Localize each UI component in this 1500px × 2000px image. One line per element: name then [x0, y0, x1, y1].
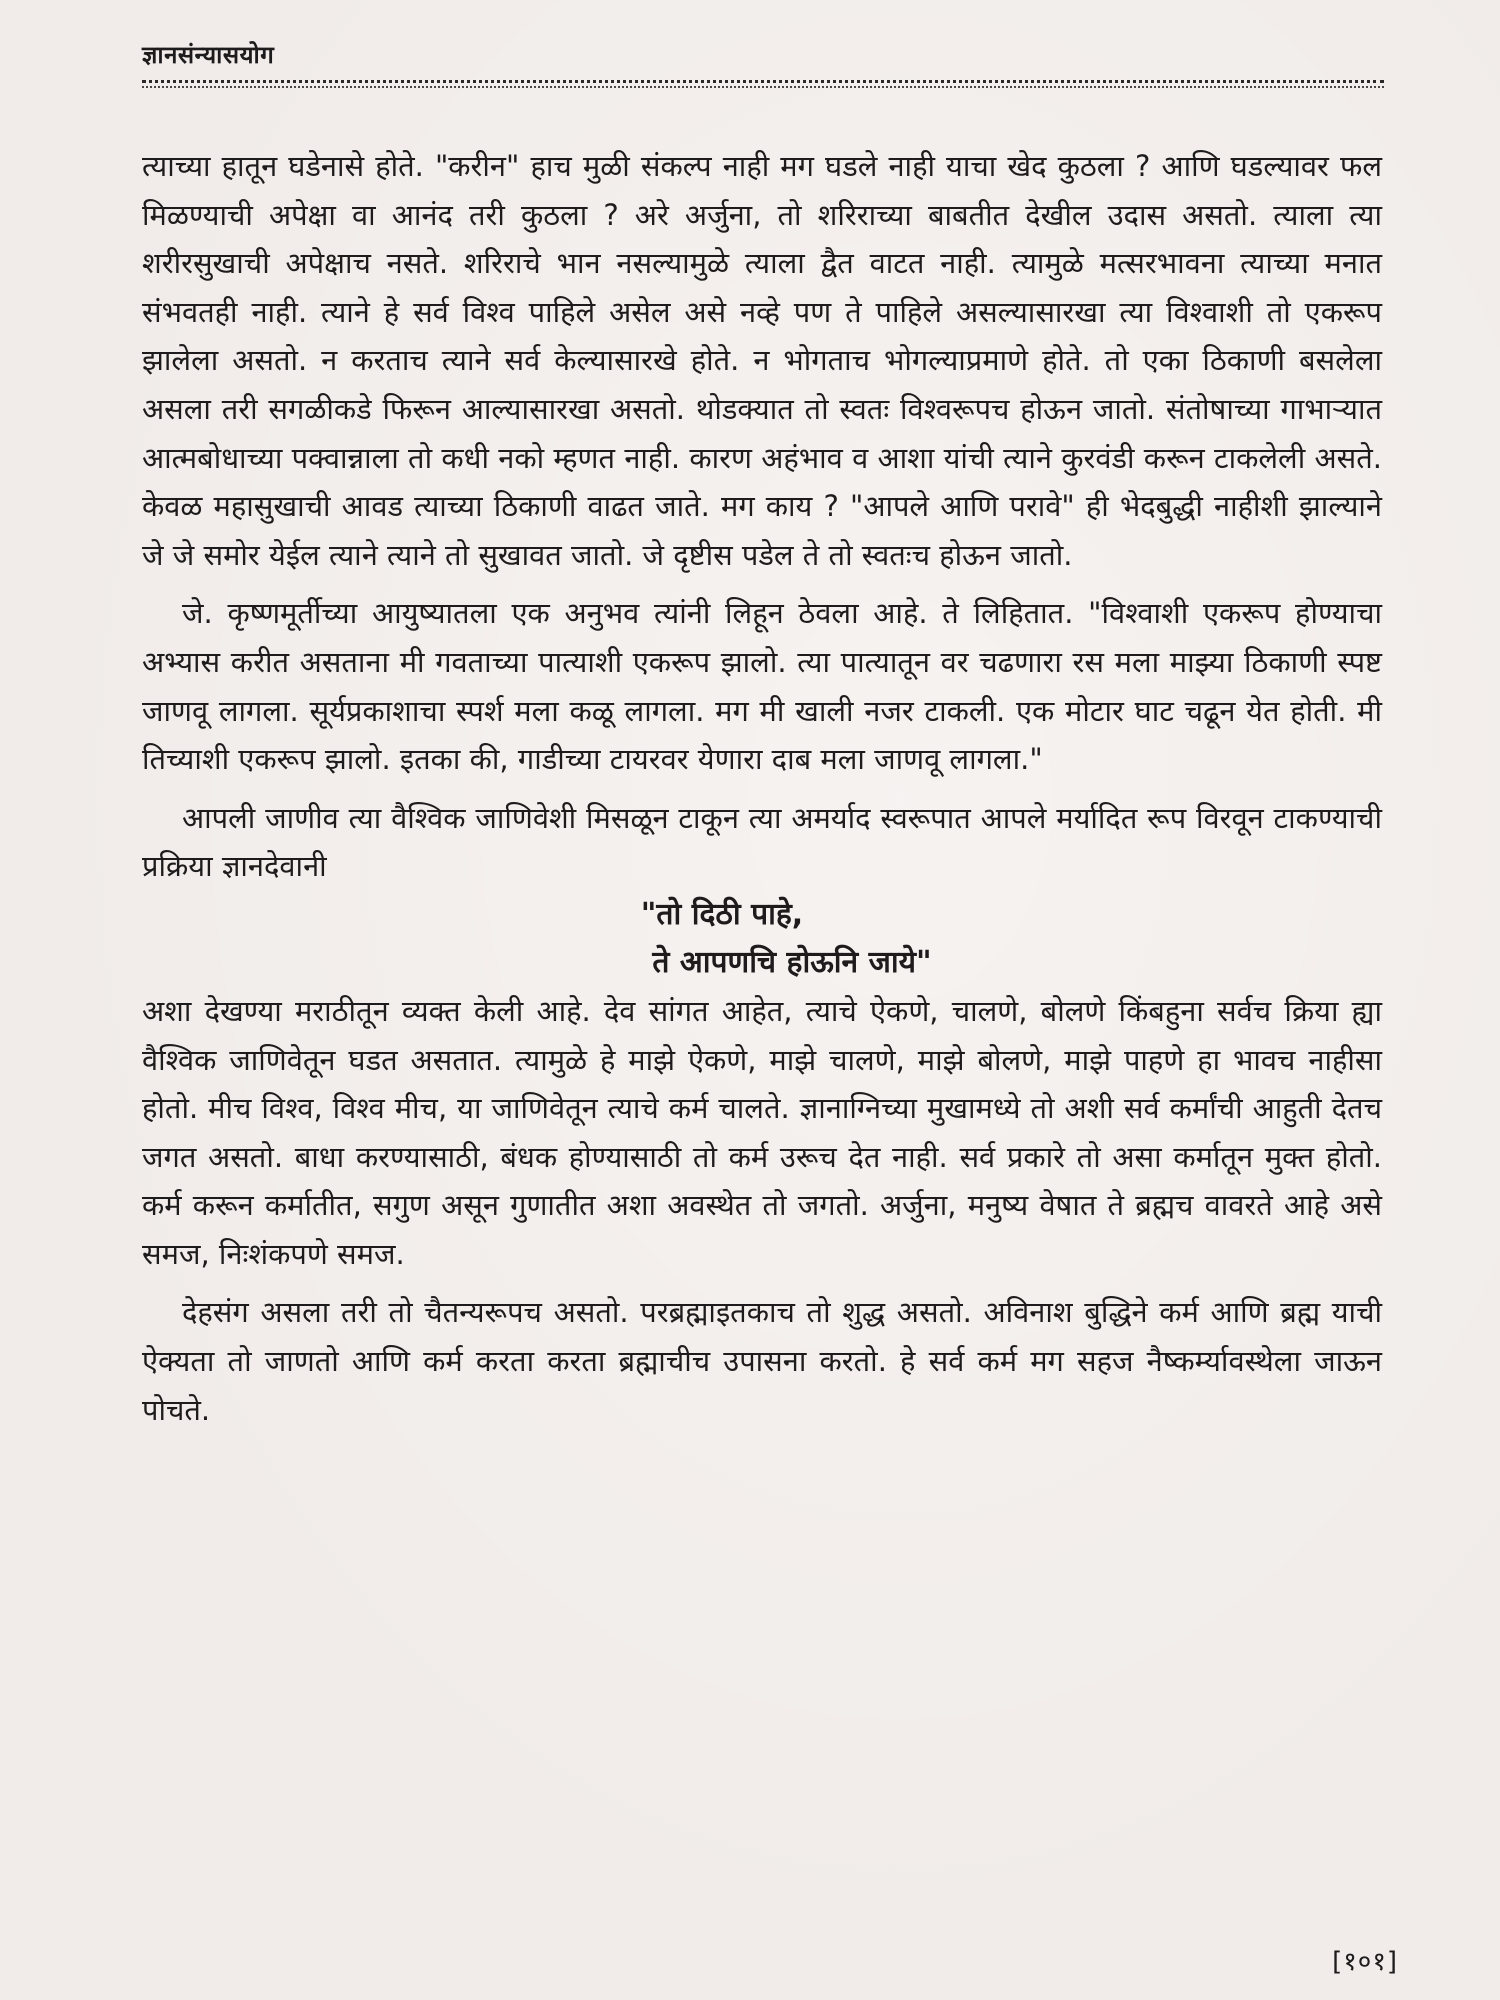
- header-divider: [142, 80, 1384, 83]
- running-head: ज्ञानसंन्यासयोग: [142, 41, 275, 69]
- paragraph-3: आपली जाणीव त्या वैश्विक जाणिवेशी मिसळून टाकून त्या अमर्याद स्वरूपात आपले मर्यादित रूप विरवून टाकण्याची प्रक्रिया ज्ञानदेवानी: [142, 800, 1382, 884]
- verse-line-2: ते आपणचि होऊनि जाये": [652, 944, 932, 980]
- paragraph-2: जे. कृष्णमूर्तीच्या आयुष्यातला एक अनुभव त्यांनी लिहून ठेवला आहे. ते लिहितात. "विश्वाशी एकरूप होण्याचा अभ्यास करीत असताना मी गवताच्या पात्याशी एकरूप झालो. त्या पात्यातून वर चढणारा रस मला माझ्या ठिकाणी स्पष्ट जाणवू लागला. सूर्यप्रकाशाचा स्पर्श मला कळू लागला. मग मी खाली नजर टाकली. एक मोटार घाट चढून येत होती. मी तिच्याशी एकरूप झालो. इतका की, गाडीच्या टायरवर येणारा दाब मला जाणवू लागला.": [142, 596, 1382, 777]
- paragraph-4: अशा देखण्या मराठीतून व्यक्त केली आहे. देव सांगत आहेत, त्याचे ऐकणे, चालणे, बोलणे किंबहुना सर्वच क्रिया ह्या वैश्विक जाणिवेतून घडत असतात. त्यामुळे हे माझे ऐकणे, माझे चालणे, माझे बोलणे, माझे पाहणे हा भावच नाहीसा होतो. मीच विश्व, विश्व मीच, या जाणिवेतून त्याचे कर्म चालते. ज्ञानाग्निच्या मुखामध्ये तो अशी सर्व कर्मांची आहुती देतच जगत असतो. बाधा करण्यासाठी, बंधक होण्यासाठी तो कर्म उरूच देत नाही. सर्व प्रकारे तो असा कर्मातून मुक्त होतो. कर्म करून कर्मातीत, सगुण असून गुणातीत अशा अवस्थेत तो जगतो. अर्जुना, मनुष्य वेषात ते ब्रह्मच वावरते आहे असे समज, निःशंकपणे समज.: [142, 993, 1382, 1271]
- verse-line-1: "तो दिठी पाहे,: [640, 896, 804, 932]
- paragraph-1: त्याच्या हातून घडेनासे होते. "करीन" हाच मुळी संकल्प नाही मग घडले नाही याचा खेद कुठला ? आणि घडल्यावर फल मिळण्याची अपेक्षा वा आनंद तरी कुठला ? अरे अर्जुना, तो शरिराच्या बाबतीत देखील उदास असतो. त्याला त्या शरीरसुखाची अपेक्षाच नसते. शरिराचे भान नसल्यामुळे त्याला द्वैत वाटत नाही. त्यामुळे मत्सरभावना त्याच्या मनात संभवतही नाही. त्याने हे सर्व विश्व पाहिले असेल असे नव्हे पण ते पाहिले असल्यासारखा त्या विश्वाशी तो एकरूप झालेला असतो. न करताच त्याने सर्व केल्यासारखे होते. न भोगताच भोगल्याप्रमाणे होते. तो एका ठिकाणी बसलेला असला तरी सगळीकडे फिरून आल्यासारखा असतो. थोडक्यात तो स्वतः विश्वरूपच होऊन जातो. संतोषाच्या गाभाऱ्यात आत्मबोधाच्या पक्वान्नाला तो कधी नको म्हणत नाही. कारण अहंभाव व आशा यांची त्याने कुरवंडी करून टाकलेली असते. केवळ महासुखाची आवड त्याच्या ठिकाणी वाढत जाते. मग काय ? "आपले आणि परावे" ही भेदबुद्धी नाहीशी झाल्याने जे जे समोर येईल त्याने त्याने तो सुखावत जातो. जे दृष्टीस पडेल ते तो स्वतःच होऊन जातो.: [142, 149, 1382, 572]
- page-number: [१०१]: [1332, 1947, 1398, 1977]
- page-body: [142, 142, 1382, 1434]
- verse-quote: [142, 891, 1382, 987]
- paragraph-5: देहसंग असला तरी तो चैतन्यरूपच असतो. परब्रह्माइतकाच तो शुद्ध असतो. अविनाश बुद्धिने कर्म आणि ब्रह्म याची ऐक्यता तो जाणतो आणि कर्म करता करता ब्रह्माचीच उपासना करतो. हे सर्व कर्म मग सहज नैष्कर्म्यावस्थेला जाऊन पोचते.: [142, 1295, 1382, 1427]
- header-divider-secondary: [142, 86, 1384, 88]
